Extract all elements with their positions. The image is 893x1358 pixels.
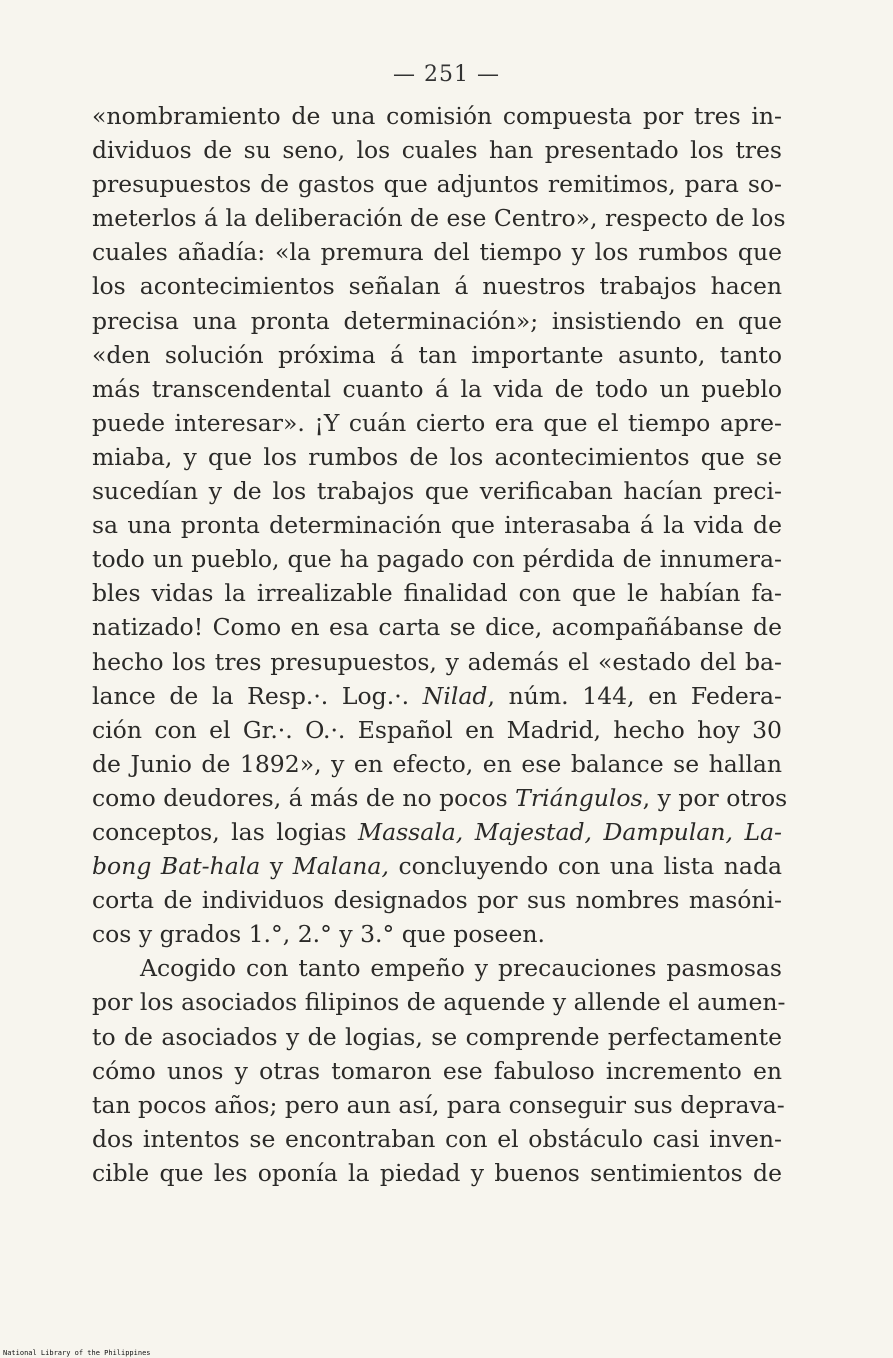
text-line: Acogido con tanto empeño y precauciones pasmosas	[140, 954, 782, 983]
text-line: puede interesar». ¡Y cuán cierto era que el tiempo apre-	[92, 408, 782, 437]
text-line: de Junio de 1892», y en efecto, en ese balance se hallan	[92, 749, 782, 778]
text-run: concluyendo con una lista nada	[388, 852, 782, 881]
text-line: miaba, y que los rumbos de los acontecimientos que se	[92, 442, 782, 471]
text-line: dividuos de su seno, los cuales han presentado los tres	[92, 136, 782, 165]
text-run: y	[260, 852, 293, 881]
text-line: todo un pueblo, que ha pagado con pérdida de innumera-	[92, 545, 782, 574]
text-line: to de asociados y de logias, se comprende perfectamente	[92, 1022, 782, 1051]
page-number: — 251 —	[393, 62, 500, 87]
text-line: precisa una pronta determinación»; insistiendo en que	[92, 306, 782, 335]
text-line: hecho los tres presupuestos, y además el «estado del ba-	[92, 647, 782, 676]
text-line: presupuestos de gastos que adjuntos remitimos, para so-	[92, 170, 782, 199]
text-line	[92, 679, 782, 713]
text-line	[92, 781, 788, 815]
text-line: cuales añadía: «la premura del tiempo y los rumbos que	[92, 238, 782, 267]
italic-lodge-names: Massala, Majestad, Dampulan, La-	[358, 817, 782, 846]
text-line: cible que les oponía la piedad y buenos sentimientos de	[92, 1158, 782, 1187]
text-line: «nombramiento de una comisión compuesta por tres in-	[92, 102, 782, 130]
body-text	[92, 99, 788, 1190]
text-run: lance de la Resp.·. Log.·.	[92, 681, 423, 710]
text-line: más transcendental cuanto á la vida de todo un pueblo	[92, 374, 782, 403]
italic-term: Triángulos	[515, 783, 643, 812]
text-line: ción con el Gr.·. O.·. Español en Madrid, hecho hoy 30	[92, 715, 782, 744]
text-line: «den solución próxima á tan importante asunto, tanto	[92, 340, 782, 369]
text-line: bles vidas la irrealizable finalidad con que le habían fa-	[92, 579, 782, 608]
text-line	[92, 815, 782, 849]
text-line: por los asociados filipinos de aquende y allende el aumen-	[92, 988, 786, 1017]
text-run: como deudores, á más de no pocos	[92, 783, 516, 812]
text-line: meterlos á la deliberación de ese Centro», respecto de los	[92, 204, 786, 233]
text-run: conceptos, las logias	[92, 817, 359, 846]
text-line: los acontecimientos señalan á nuestros trabajos hacen	[92, 272, 782, 301]
library-footer: National Library of the Philippines	[3, 1349, 151, 1357]
text-line: corta de individuos designados por sus nombres masóni-	[92, 886, 782, 915]
italic-lodge-name: Malana,	[292, 852, 389, 881]
text-line: natizado! Como en esa carta se dice, acompañábanse de	[92, 613, 782, 642]
italic-lodge-name: Nilad	[422, 681, 488, 710]
text-line: tan pocos años; pero aun así, para conseguir sus deprava-	[92, 1090, 785, 1119]
text-line: cómo unos y otras tomaron ese fabuloso incremento en	[92, 1056, 782, 1085]
text-line: sa una pronta determinación que interasaba á la vida de	[92, 511, 782, 540]
text-line: cos y grados 1.°, 2.° y 3.° que poseen.	[92, 920, 545, 949]
text-run: , y por otros	[642, 783, 788, 812]
text-line	[92, 849, 782, 883]
italic-lodge-names: bong Bat-hala	[92, 852, 261, 881]
text-run: , núm. 144, en Federa-	[487, 681, 782, 710]
text-line: dos intentos se encontraban con el obstáculo casi inven-	[92, 1124, 782, 1153]
text-line: sucedían y de los trabajos que verificaban hacían preci-	[92, 477, 782, 506]
